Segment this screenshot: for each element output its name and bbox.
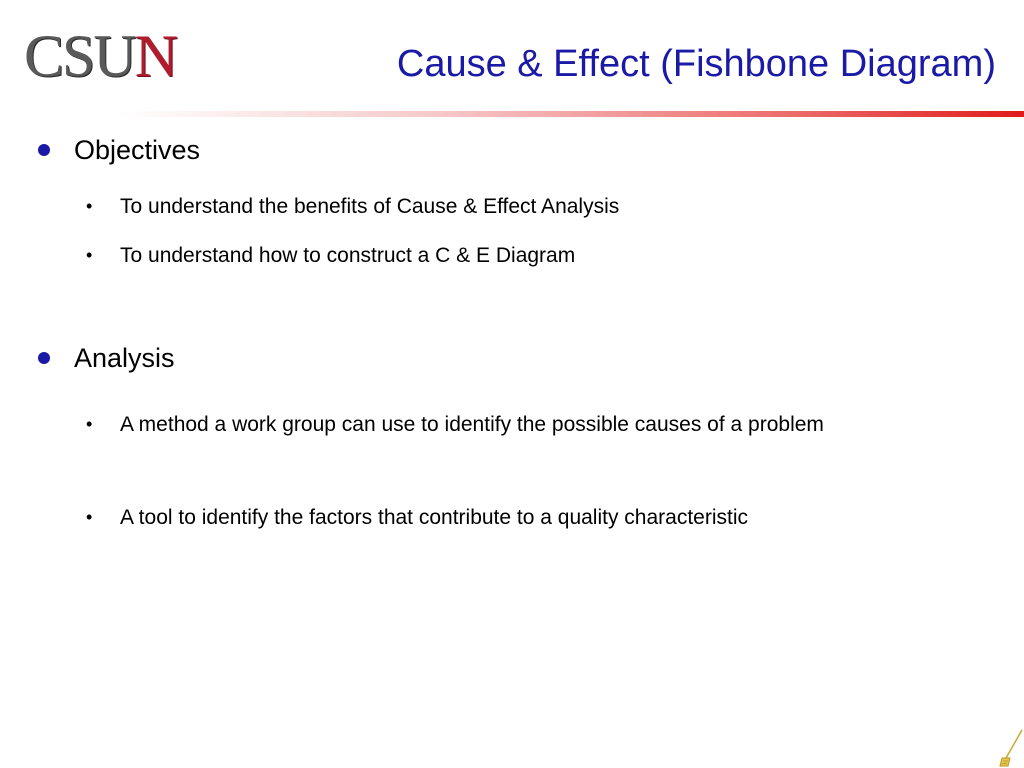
list-item <box>84 242 924 269</box>
list-item-text: To understand how to construct a C & E Diagram <box>120 244 576 267</box>
bullet-icon: • <box>86 507 93 527</box>
pencil-icon <box>994 728 1024 768</box>
bullet-icon: • <box>86 245 93 265</box>
bullet-dot-icon <box>38 144 50 156</box>
list-item-text: A method a work group can use to identify the possible causes of a problem <box>120 413 824 436</box>
section-heading: Objectives <box>74 135 201 165</box>
slide-title: Cause & Effect (Fishbone Diagram) <box>396 43 996 85</box>
list-item <box>84 193 924 220</box>
logo-n-text: N <box>134 23 177 89</box>
bullet-dot-icon <box>38 352 50 364</box>
list-item <box>84 504 924 531</box>
section-heading: Analysis <box>74 343 175 373</box>
bullet-icon: • <box>86 414 93 434</box>
bullet-icon: • <box>86 196 93 216</box>
list-item-text: A tool to identify the factors that contribute to a quality characteristic <box>120 506 749 529</box>
logo-csu-text: CSU <box>24 23 135 89</box>
list-item <box>84 411 924 438</box>
list-item-text: To understand the benefits of Cause & Effect Analysis <box>120 195 620 218</box>
